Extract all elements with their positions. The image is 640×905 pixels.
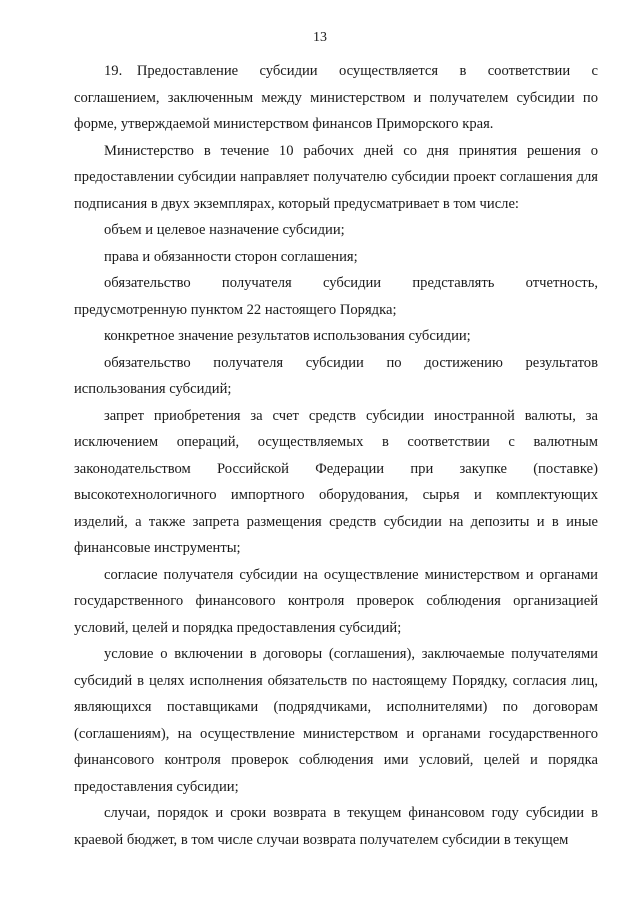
list-item: условие о включении в договоры (соглашения), заключаемые получателями субсидий в целях исполнения обязательств по настоящему Порядку, согласия лиц, являющихся поставщиками (подрядчиками, исполнителями) по договорам (соглашениям), на осуществление министерством и органами государственного финансового контроля проверок соблюдения ими условий, целей и порядка предоставления субсидии;: [74, 646, 598, 795]
list-item: запрет приобретения за счет средств субсидии иностранной валюты, за исключением операций, осуществляемых в соответствии с валютным законодательством Российской Федерации при закупке (поставке) высокотехнологичного импортного оборудования, сырья и комплектующих изделий, а также запрета размещения средств субсидии на депозиты и в иные финансовые инструменты;: [74, 407, 598, 556]
list-item: обязательство получателя субсидии по достижению результатов использования субсидий;: [74, 354, 598, 397]
document-body: [74, 58, 598, 853]
page-number: 13: [313, 30, 327, 45]
list-item: объем и целевое назначение субсидии;: [104, 222, 345, 238]
list-item: обязательство получателя субсидии представлять отчетность, предусмотренную пунктом 22 настоящего Порядка;: [74, 275, 598, 318]
list-item: случаи, порядок и сроки возврата в текущем финансовом году субсидии в краевой бюджет, в том числе случаи возврата получателем субсидии в текущем: [74, 805, 598, 848]
list-item: согласие получателя субсидии на осуществление министерством и органами государственного финансового контроля проверок соблюдения организацией условий, целей и порядка предоставления субсидий;: [74, 566, 598, 636]
paragraph-agreement-project: Министерство в течение 10 рабочих дней со дня принятия решения о предоставлении субсидии направляет получателю субсидии проект соглашения для подписания в двух экземплярах, который предусматривает в том числе:: [74, 142, 598, 212]
paragraph-item-19: 19. Предоставление субсидии осуществляется в соответствии с соглашением, заключенным между министерством и получателем субсидии по форме, утверждаемой министерством финансов Приморского края.: [74, 63, 598, 132]
list-item: конкретное значение результатов использования субсидии;: [104, 328, 471, 344]
list-item: права и обязанности сторон соглашения;: [104, 248, 358, 265]
